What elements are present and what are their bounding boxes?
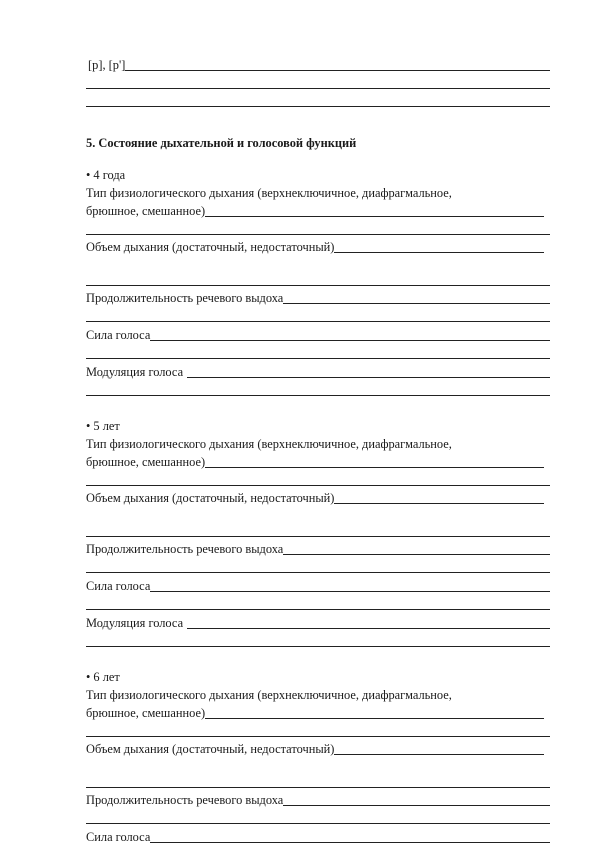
answer-blank-line[interactable] — [86, 344, 550, 362]
answer-blank-line[interactable] — [86, 381, 550, 399]
answer-blank-line[interactable] — [86, 773, 550, 791]
page-content — [86, 56, 550, 846]
answer-blank[interactable] — [187, 628, 550, 629]
section-title: 5. Состояние дыхательной и голосовой функций — [86, 136, 357, 150]
answer-blank[interactable] — [125, 70, 550, 71]
breath-volume-label: Объем дыхания (достаточный, недостаточный) — [86, 742, 335, 756]
answer-blank-line[interactable] — [86, 809, 550, 827]
breathing-type-label: Тип физиологического дыхания (верхнеключичное, диафрагмальное, — [86, 437, 452, 451]
voice-strength-row — [86, 577, 550, 595]
voice-modulation-row — [86, 363, 550, 381]
voice-strength-row — [86, 828, 550, 846]
answer-blank[interactable] — [150, 842, 550, 843]
answer-blank[interactable] — [334, 754, 544, 755]
voice-modulation-label: Модуляция голоса — [86, 616, 184, 630]
exhale-duration-row — [86, 289, 550, 307]
answer-blank-line[interactable] — [86, 471, 550, 489]
age-block-4 — [86, 166, 550, 399]
breathing-type-label-cont: брюшное, смешанное) — [86, 204, 206, 218]
answer-blank-line[interactable] — [86, 558, 550, 576]
age-block-6 — [86, 668, 550, 846]
answer-blank[interactable] — [205, 467, 544, 468]
voice-modulation-label: Модуляция голоса — [86, 365, 184, 379]
age-label: • 5 лет — [86, 419, 120, 433]
answer-blank-line[interactable] — [86, 722, 550, 740]
breathing-type-label: Тип физиологического дыхания (верхнеключичное, диафрагмальное, — [86, 688, 452, 702]
breath-volume-row — [86, 489, 544, 507]
answer-blank-line[interactable] — [86, 522, 550, 540]
answer-blank-line[interactable] — [86, 632, 550, 650]
voice-strength-label: Сила голоса — [86, 830, 151, 844]
answer-blank[interactable] — [283, 805, 550, 806]
age-block-5 — [86, 417, 550, 650]
answer-blank-line[interactable] — [86, 307, 550, 325]
breathing-type-row — [86, 704, 544, 722]
voice-strength-row — [86, 326, 550, 344]
answer-blank[interactable] — [205, 718, 544, 719]
voice-strength-label: Сила голоса — [86, 579, 151, 593]
exhale-duration-row — [86, 791, 550, 809]
breathing-type-label: Тип физиологического дыхания (верхнеключичное, диафрагмальное, — [86, 186, 452, 200]
breath-volume-row — [86, 238, 544, 256]
answer-blank[interactable] — [334, 503, 544, 504]
answer-blank[interactable] — [283, 303, 550, 304]
answer-blank[interactable] — [150, 591, 550, 592]
answer-blank[interactable] — [205, 216, 544, 217]
answer-blank[interactable] — [283, 554, 550, 555]
breathing-type-label-cont: брюшное, смешанное) — [86, 706, 206, 720]
exhale-duration-label: Продолжительность речевого выдоха — [86, 542, 284, 556]
answer-blank[interactable] — [187, 377, 550, 378]
answer-blank-line[interactable] — [86, 74, 550, 92]
phoneme-row — [86, 56, 550, 74]
breath-volume-row — [86, 740, 544, 758]
voice-modulation-row — [86, 614, 550, 632]
age-label: • 4 года — [86, 168, 126, 182]
phoneme-label: [р], [р'] — [88, 58, 126, 72]
breathing-type-label-cont: брюшное, смешанное) — [86, 455, 206, 469]
exhale-duration-row — [86, 540, 550, 558]
breath-volume-label: Объем дыхания (достаточный, недостаточный) — [86, 240, 335, 254]
answer-blank[interactable] — [150, 340, 550, 341]
answer-blank-line[interactable] — [86, 220, 550, 238]
breathing-type-row — [86, 202, 544, 220]
age-label: • 6 лет — [86, 670, 120, 684]
answer-blank-line[interactable] — [86, 595, 550, 613]
answer-blank[interactable] — [334, 252, 544, 253]
exhale-duration-label: Продолжительность речевого выдоха — [86, 793, 284, 807]
exhale-duration-label: Продолжительность речевого выдоха — [86, 291, 284, 305]
breathing-type-row — [86, 453, 544, 471]
breath-volume-label: Объем дыхания (достаточный, недостаточный) — [86, 491, 335, 505]
voice-strength-label: Сила голоса — [86, 328, 151, 342]
answer-blank-line[interactable] — [86, 271, 550, 289]
answer-blank-line[interactable] — [86, 92, 550, 110]
